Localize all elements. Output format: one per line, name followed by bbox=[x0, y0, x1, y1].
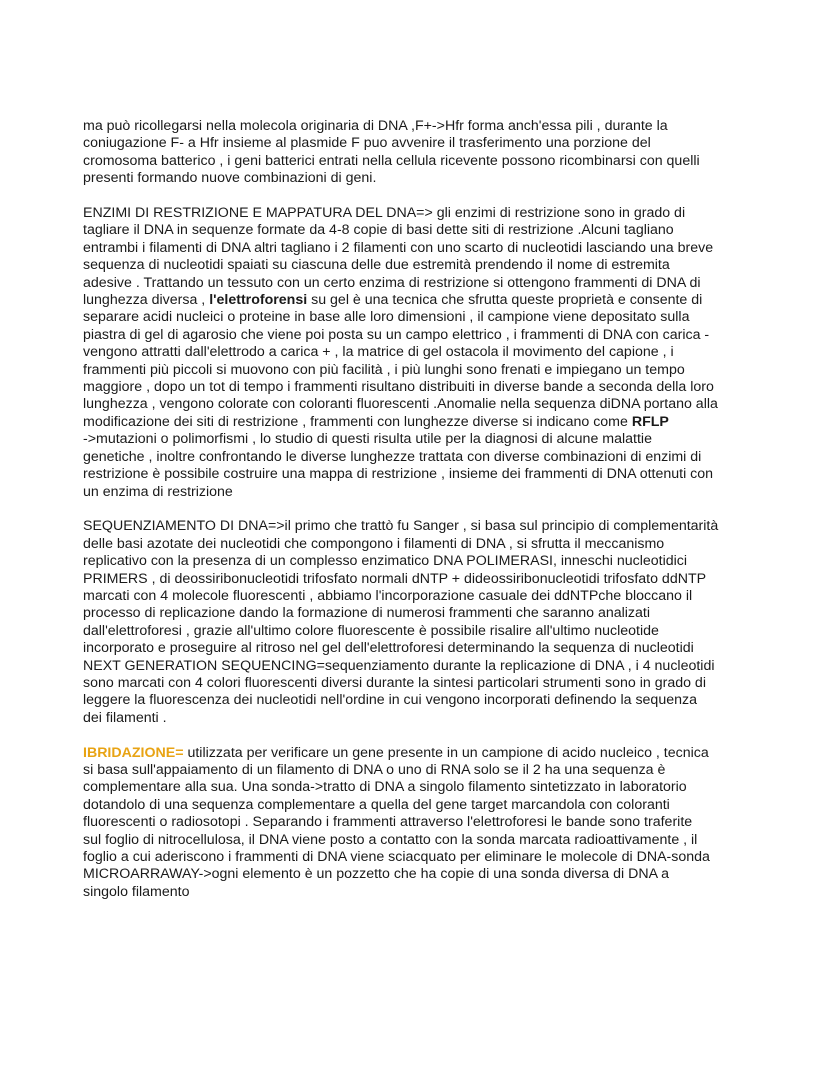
paragraph-ibridazione bbox=[83, 745, 753, 902]
text-line: ->mutazioni o polimorfismi , lo studio di questi risulta utile per la diagnosi di alcune malattie bbox=[83, 431, 652, 448]
text-line: MICROARRAWAY->ogni elemento è un pozzetto che ha copie di una sonda diversa di DNA a bbox=[83, 866, 670, 883]
document-body bbox=[83, 118, 753, 901]
text-line: complementare alla sua. Una sonda->tratto di DNA a singolo filamento sintetizzato in laboratorio bbox=[83, 779, 687, 796]
text-line: vengono attratti dall'elettrodo a carica + , la matrice di gel ostacola il movimento del capione , i bbox=[83, 344, 674, 361]
text-line: un enzima di restrizione bbox=[83, 483, 233, 500]
bold-term-elettroforensi: l'elettroforensi bbox=[209, 292, 308, 309]
text-line: leggere la fluorescenza dei nucleotidi nell'ordine in cui vengono incorporati definendo la sequenza bbox=[83, 692, 697, 709]
text-line: restrizione è possibile costruire una mappa di restrizione , insieme dei frammenti di DNA ottenuti con bbox=[83, 466, 714, 483]
text-line: replicativo con la presenza di un complesso enzimatico DNA POLIMERASI, inneschi nucleotidici bbox=[83, 553, 688, 570]
text-line: dotandolo di una sequenza complementare a quella del gene target marcandola con coloranti bbox=[83, 796, 670, 813]
text-run: lunghezza diversa , bbox=[83, 292, 210, 309]
text-line: incorporato e proseguire al ritroso nel gel dell'elettroforesi determinando la sequenza di nucleotidi bbox=[83, 640, 694, 657]
text-line bbox=[83, 414, 753, 431]
text-line: dei filamenti . bbox=[83, 709, 167, 726]
text-line: tagliare il DNA in sequenze formate da 4-8 copie di basi dette siti di restrizione .Alcuni tagliano bbox=[83, 222, 674, 239]
paragraph-sequenziamento bbox=[83, 518, 753, 727]
text-line bbox=[83, 745, 753, 762]
text-line: sul foglio di nitrocellulosa, il DNA viene posto a contatto con la sonda marcata radioattivamente , il bbox=[83, 831, 698, 848]
text-line: adesive . Trattando un tessuto con un certo enzima di restrizione si ottengono frammenti di DNA di bbox=[83, 274, 701, 291]
text-line: delle basi azotate dei nucleotidi che compongono i filamenti di DNA , si sfrutta il meccanismo bbox=[83, 535, 665, 552]
text-line: entrambi i filamenti di DNA altri tagliano i 2 filamenti con uno scarto di nucleotidi lasciando una breve bbox=[83, 239, 714, 256]
text-line: singolo filamento bbox=[83, 883, 190, 900]
text-line: frammenti più piccoli si muovono con più facilità , i più lunghi sono frenati e impiegano un tempo bbox=[83, 361, 685, 378]
text-line: coniugazione F- a Hfr insieme al plasmide F puo avvenire il trasferimento una porzione del bbox=[83, 135, 651, 152]
text-line: ma può ricollegarsi nella molecola originaria di DNA ,F+->Hfr forma anch'essa pili , durante la bbox=[83, 118, 668, 134]
text-line: dall'elettroforesi , grazie all'ultimo colore fluorescente è possibile risalire all'ultimo nucleotide bbox=[83, 622, 659, 639]
highlight-term-ibridazione: IBRIDAZIONE= bbox=[83, 744, 184, 761]
text-line: SEQUENZIAMENTO DI DNA=>il primo che trattò fu Sanger , si basa sul principio di complementarità bbox=[83, 518, 719, 535]
text-line: PRIMERS , di deossiribonucleotidi trifosfato normali dNTP + dideossiribonucleotidi trifosfato ddNTP bbox=[83, 570, 707, 587]
bold-term-rflp: RFLP bbox=[631, 413, 669, 430]
paragraph-enzimi-restrizione bbox=[83, 205, 753, 501]
text-line: cromosoma batterico , i geni batterici entrati nella cellula ricevente possono ricombinarsi con quelli bbox=[83, 152, 700, 169]
text-line: piastra di gel di agarosio che viene poi posta su un campo elettrico , i frammenti di DNA con carica - bbox=[83, 326, 710, 343]
text-line: marcati con 4 molecole fluorescenti , abbiamo l'incorporazione casuale dei ddNTPche bloccano il bbox=[83, 587, 693, 604]
text-line: sequenza di nucleotidi spaiati su ciascuna delle due estremità prendendo il nome di estremita bbox=[83, 257, 670, 274]
text-line: foglio a cui aderiscono i frammenti di DNA viene sciacquato per eliminare le molecole di DNA-sonda bbox=[83, 849, 710, 866]
text-line: si basa sull'appaiamento di un filamento di DNA o uno di RNA solo se il 2 ha una sequenza è bbox=[83, 761, 666, 778]
text-run: su gel è una tecnica che sfrutta queste proprietà e consente di bbox=[307, 292, 703, 309]
text-line: sono marcati con 4 colori fluorescenti diversi durante la sintesi particolari strumenti sono in grado di bbox=[83, 674, 706, 691]
text-line: separare acidi nucleici o proteine in base alle loro dimensioni , il campione viene depositato sulla bbox=[83, 309, 690, 326]
text-line: fluorescenti o radiosotopi . Separando i frammenti attraverso l'elettroforesi le bande sono traferite bbox=[83, 814, 693, 831]
text-line: ENZIMI DI RESTRIZIONE E MAPPATURA DEL DNA=> gli enzimi di restrizione sono in grado di bbox=[83, 205, 686, 222]
text-run: utilizzata per verificare un gene presente in un campione di acido nucleico , tecnica bbox=[183, 744, 709, 761]
text-run: modificazione dei siti di restrizione , frammenti con lunghezze diverse si indicano come bbox=[83, 413, 632, 430]
text-line: lunghezza , vengono colorate con coloranti fluorescenti .Anomalie nella sequenza diDNA portano alla bbox=[83, 396, 718, 413]
text-line: NEXT GENERATION SEQUENCING=sequenziamento durante la replicazione di DNA , i 4 nucleotidi bbox=[83, 657, 715, 674]
text-line: genetiche , inoltre confrontando le diverse lunghezze trattata con diverse combinazioni di enzimi di bbox=[83, 448, 702, 465]
text-line: maggiore , dopo un tot di tempo i frammenti risultano distribuiti in diverse bande a seconda della loro bbox=[83, 379, 714, 396]
paragraph-coniugazione bbox=[83, 118, 753, 188]
text-line: processo di replicazione dando la formazione di numerosi frammenti che saranno analizati bbox=[83, 605, 651, 622]
text-line: presenti formando nuove combinazioni di geni. bbox=[83, 170, 377, 187]
text-line bbox=[83, 292, 753, 309]
